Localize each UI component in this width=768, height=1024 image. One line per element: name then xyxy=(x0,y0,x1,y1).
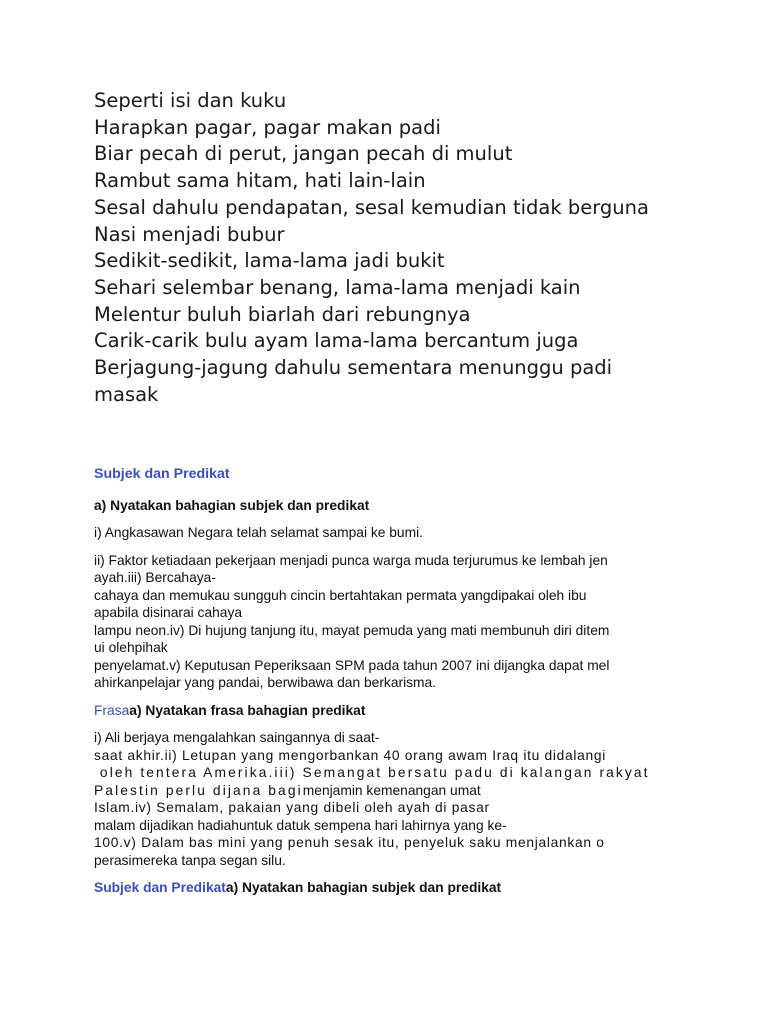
exercise-line: cahaya dan memukau sungguh cincin bertahtakan permata yangdipakai oleh ibu xyxy=(94,587,587,603)
exercise-line xyxy=(94,782,694,800)
exercise-line: 100.v) Dalam bas mini yang penuh sesak itu, penyeluk saku menjalankan o xyxy=(94,835,605,850)
frasa-heading-row xyxy=(94,702,694,720)
exercise-line: ui olehpihak xyxy=(94,640,168,655)
section-heading-subjek-predikat: Subjek dan Predikat xyxy=(94,466,230,482)
proverb-line: Berjagung-jagung dahulu sementara menunggu padi xyxy=(94,356,613,380)
section-heading-frasa: Frasa xyxy=(94,702,130,718)
exercise-line: saat akhir.ii) Letupan yang mengorbankan 40 orang awam Iraq itu didalangi xyxy=(94,747,607,763)
subjek-predikat-heading-row xyxy=(94,879,694,897)
proverb-line: Biar pecah di perut, jangan pecah di mulut xyxy=(94,142,513,166)
instruction-subjek-predikat: a) Nyatakan bahagian subjek dan predikat xyxy=(94,497,370,513)
exercise-line: malam dijadikan hadiahuntuk datuk sempena hari lahirnya yang ke- xyxy=(94,817,507,833)
frasa-paragraph xyxy=(94,729,694,869)
proverb-line: Nasi menjadi bubur xyxy=(94,222,285,246)
exercise-line: i) Ali berjaya mengalahkan saingannya di saat- xyxy=(94,730,380,745)
exercise-line: ahirkanpelajar yang pandai, berwibawa dan berkarisma. xyxy=(94,675,437,690)
exercise-section xyxy=(94,466,694,897)
proverb-line: Sedikit-sedikit, lama-lama jadi bukit xyxy=(94,249,445,273)
section-heading-subjek-predikat-2: Subjek dan Predikat xyxy=(94,880,226,895)
exercise-line: lampu neon.iv) Di hujung tanjung itu, mayat pemuda yang mati membunuh diri ditem xyxy=(94,622,610,638)
proverb-list xyxy=(94,88,734,408)
instruction-frasa: a) Nyatakan frasa bahagian predikat xyxy=(129,702,366,718)
proverb-line: Carik-carik bulu ayam lama-lama bercantum juga xyxy=(94,329,579,353)
exercise-text: menjamin kemenangan umat xyxy=(302,782,481,798)
proverb-line: Sehari selembar benang, lama-lama menjadi kain xyxy=(94,275,581,299)
proverb-line: Rambut sama hitam, hati lain-lain xyxy=(94,169,426,193)
exercise-line: Islam.iv) Semalam, pakaian yang dibeli oleh ayah di pasar xyxy=(94,800,490,815)
exercise-line: apabila disinarai cahaya xyxy=(94,605,243,620)
proverb-line: Sesal dahulu pendapatan, sesal kemudian tidak berguna xyxy=(94,195,649,219)
exercise-line: ii) Faktor ketiadaan pekerjaan menjadi punca warga muda terjurumus ke lembah jen xyxy=(94,552,608,568)
exercise-text-spaced: Palestin perlu dijana bagi xyxy=(94,782,303,798)
instruction-subjek-predikat-2: a) Nyatakan bahagian subjek dan predikat xyxy=(225,880,502,895)
exercise-line: perasimereka tanpa segan silu. xyxy=(94,852,286,868)
proverb-line: Melentur buluh biarlah dari rebungnya xyxy=(94,302,471,326)
exercise-item: i) Angkasawan Negara telah selamat sampai ke bumi. xyxy=(94,525,423,540)
exercise-line: ayah.iii) Bercahaya- xyxy=(94,570,216,585)
proverb-line: masak xyxy=(94,382,159,406)
exercise-line: penyelamat.v) Keputusan Peperiksaan SPM pada tahun 2007 ini dijangka dapat mel xyxy=(94,657,610,673)
exercise-line: oleh tentera Amerika.iii) Semangat bersatu padu di kalangan rakyat xyxy=(94,765,650,780)
exercise-paragraph xyxy=(94,552,694,692)
proverb-line: Seperti isi dan kuku xyxy=(94,89,287,112)
proverb-line: Harapkan pagar, pagar makan padi xyxy=(94,115,441,139)
